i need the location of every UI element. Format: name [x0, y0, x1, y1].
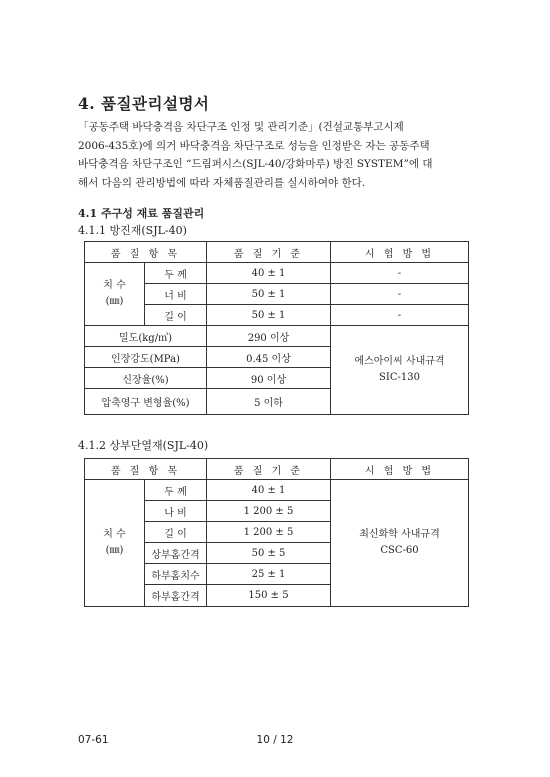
row-standard: 50 ± 1: [207, 284, 331, 305]
footer-doc-code: 07-61: [78, 734, 109, 746]
header-item: 품 질 항 목: [85, 242, 207, 263]
table-header-row: [85, 459, 469, 480]
row-item: 나 비: [145, 501, 207, 522]
row-standard: 0.45 이상: [207, 347, 331, 368]
row-item: 하부홈치수: [145, 564, 207, 585]
row-standard: 290 이상: [207, 326, 331, 347]
row-standard: 90 이상: [207, 368, 331, 389]
header-item: 품 질 항 목: [85, 459, 207, 480]
row-item: 압축영구 변형율(%): [85, 389, 207, 415]
row-method: -: [331, 305, 469, 326]
prop-method-cell: [331, 326, 469, 415]
row-standard: 40 ± 1: [207, 263, 331, 284]
table-row: [85, 326, 469, 347]
row-item: 두 께: [145, 480, 207, 501]
row-standard: 25 ± 1: [207, 564, 331, 585]
dim-group-unit: (㎜): [105, 296, 124, 307]
table-header-row: [85, 242, 469, 263]
table-row: [85, 480, 469, 501]
row-item: 신장율(%): [85, 368, 207, 389]
intro-line: 「공동주택 바닥충격음 차단구조 인정 및 관리기준」(건설교통부고시제: [78, 121, 404, 133]
row-item: 하부홈간격: [145, 585, 207, 607]
dim-group-unit: (㎜): [105, 545, 124, 556]
row-standard: 50 ± 5: [207, 543, 331, 564]
row-standard: 150 ± 5: [207, 585, 331, 607]
row-method: -: [331, 284, 469, 305]
row-standard: 1 200 ± 5: [207, 522, 331, 543]
method-line: CSC-60: [380, 545, 419, 556]
row-method: -: [331, 263, 469, 284]
row-standard: 5 이하: [207, 389, 331, 415]
row-item: 인장강도(MPa): [85, 347, 207, 368]
table2-title: 4.1.2 상부단열재(SJL-40): [78, 439, 209, 452]
row-item: 두 께: [145, 263, 207, 284]
row-standard: 50 ± 1: [207, 305, 331, 326]
method-cell: [331, 480, 469, 607]
intro-line: 2006-435호)에 의거 바닥충격음 차단구조로 성능을 인정받은 자는 공동주택: [78, 139, 430, 152]
dim-group-cell: [85, 480, 145, 607]
intro-line: 해서 다음의 관리방법에 따라 자체품질관리를 실시하여야 한다.: [78, 176, 366, 189]
header-method: 시 험 방 법: [331, 242, 469, 263]
dim-group-label: 치 수: [103, 280, 126, 291]
subsection-title: 4.1 주구성 재료 품질관리: [78, 207, 205, 220]
dim-group-cell: [85, 263, 145, 326]
table2-upper-insulation: [84, 458, 469, 607]
section-title: 4. 품질관리설명서: [78, 94, 210, 113]
row-item: 길 이: [145, 522, 207, 543]
header-method: 시 험 방 법: [331, 459, 469, 480]
row-item: 상부홈간격: [145, 543, 207, 564]
row-item: 길 이: [145, 305, 207, 326]
method-line: 최신화학 사내규격: [359, 529, 440, 540]
intro-paragraph: [78, 118, 476, 192]
intro-line: 바닥충격음 차단구조인 “드림퍼시스(SJL-40/강화마루) 방진 SYSTEM”에 대: [78, 158, 433, 170]
header-standard: 품 질 기 준: [207, 459, 331, 480]
table1-title: 4.1.1 방진재(SJL-40): [78, 224, 187, 237]
row-standard: 40 ± 1: [207, 480, 331, 501]
header-standard: 품 질 기 준: [207, 242, 331, 263]
table1-vibration-isolator: [84, 241, 469, 415]
method-line: SIC-130: [379, 372, 420, 383]
method-line: 에스아이씨 사내규격: [354, 356, 445, 367]
row-standard: 1 200 ± 5: [207, 501, 331, 522]
row-item: 밀도(kg/㎥): [85, 326, 207, 347]
footer-page-number: 10 / 12: [256, 734, 294, 746]
dim-group-label: 치 수: [103, 529, 126, 540]
table-row: [85, 263, 469, 284]
row-item: 너 비: [145, 284, 207, 305]
